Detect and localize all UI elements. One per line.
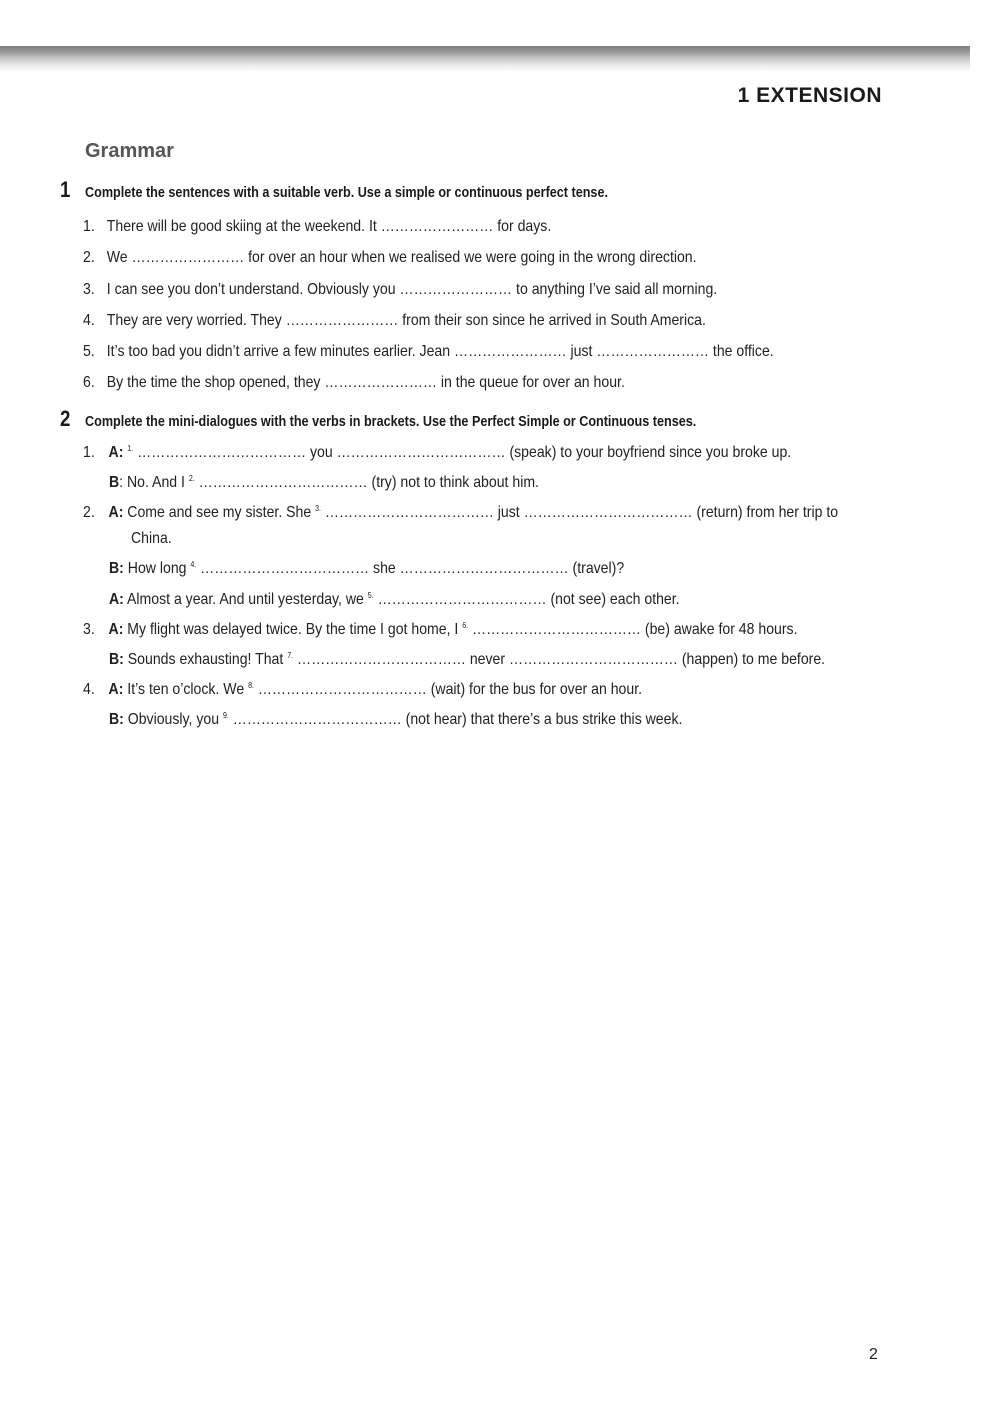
dialogue-text: ……………………………… (wait) for the bus for over an hour.: [253, 681, 643, 698]
item-number: 3.: [83, 281, 95, 298]
item-text: It’s too bad you didn’t arrive a few minutes earlier. Jean …………………… just …………………… the office.: [106, 343, 774, 360]
dialogue-text: My flight was delayed twice. By the time I got home, I: [123, 621, 463, 638]
dialogue-text: ……………………………… never ……………………………… (happen) to me before.: [293, 651, 826, 668]
dialogue-number: 1.: [83, 444, 95, 461]
dialogue-text: Come and see my sister. She: [123, 504, 316, 521]
item-number: 5.: [83, 343, 95, 360]
page-number: 2: [869, 1346, 878, 1363]
speaker-label: B:: [109, 560, 124, 577]
exercise-1-item-2: [83, 249, 697, 267]
gap-number: 5.: [367, 591, 374, 600]
dialogue-text: ……………………………… you ……………………………… (speak) to your boyfriend since you broke up.: [133, 444, 792, 461]
speaker-label: A:: [108, 444, 124, 461]
exercise-1-instruction: Complete the sentences with a suitable verb. Use a simple or continuous perfect tense.: [85, 185, 608, 201]
speaker-label: A:: [108, 621, 124, 638]
dialogue-1-line-b: [109, 474, 539, 492]
speaker-label: B:: [109, 711, 124, 728]
dialogue-3-line-a: [83, 621, 798, 639]
gap-number: 7.: [287, 651, 294, 660]
item-number: 1.: [83, 218, 95, 235]
dialogue-2-line-a: [83, 504, 838, 522]
item-number: 4.: [83, 312, 95, 329]
dialogue-4-line-b: [109, 711, 682, 729]
dialogue-text: China.: [131, 530, 172, 547]
dialogue-number: 2.: [83, 504, 95, 521]
dialogue-2-line-b: [109, 560, 624, 578]
item-text: I can see you don’t understand. Obviously you …………………… to anything I’ve said all morning.: [106, 281, 718, 298]
unit-title: 1 EXTENSION: [737, 84, 882, 107]
dialogue-text: ……………………………… just ……………………………… (return) from her trip to: [320, 504, 839, 521]
dialogue-text: ……………………………… (be) awake for 48 hours.: [468, 621, 798, 638]
exercise-2-instruction: Complete the mini-dialogues with the verbs in brackets. Use the Perfect Simple or Continuous tenses.: [85, 414, 697, 430]
gap-number: 3.: [315, 504, 321, 513]
dialogue-text: ……………………………… (try) not to think about him.: [194, 474, 539, 491]
dialogue-text: ……………………………… she ……………………………… (travel)?: [196, 560, 625, 577]
item-text: There will be good skiing at the weekend. It …………………… for days.: [106, 218, 552, 235]
dialogue-1-line-a: [83, 444, 791, 462]
item-number: 2.: [83, 249, 95, 266]
dialogue-2-line-a2: [109, 591, 680, 609]
dialogue-text: ……………………………… (not hear) that there’s a bus strike this week.: [228, 711, 683, 728]
exercise-1-item-5: [83, 343, 774, 361]
dialogue-text: ……………………………… (not see) each other.: [373, 591, 680, 608]
exercise-1-item-3: [83, 281, 717, 299]
exercise-1-item-6: [83, 374, 625, 392]
gap-number: 9.: [222, 711, 229, 720]
item-text: By the time the shop opened, they …………………… in the queue for over an hour.: [106, 374, 625, 391]
speaker-colon: :: [119, 474, 124, 491]
gap-number: 4.: [190, 560, 197, 569]
header-bar: [0, 46, 970, 72]
dialogue-number: 4.: [83, 681, 95, 698]
dialogue-2-line-a-continued: [131, 530, 172, 548]
dialogue-number: 3.: [83, 621, 95, 638]
dialogue-4-line-a: [83, 681, 642, 699]
item-text: They are very worried. They …………………… from their son since he arrived in South America.: [106, 312, 706, 329]
exercise-1-item-4: [83, 312, 706, 330]
section-title: Grammar: [85, 140, 174, 162]
dialogue-text: Sounds exhausting! That: [123, 651, 288, 668]
item-text: We …………………… for over an hour when we realised we were going in the wrong direction.: [106, 249, 697, 266]
exercise-1-item-1: [83, 218, 551, 236]
exercise-1-number: 1: [60, 177, 71, 202]
speaker-label: A:: [108, 681, 124, 698]
dialogue-text: No. And I: [123, 474, 189, 491]
dialogue-text: Obviously, you: [123, 711, 223, 728]
speaker-label: A:: [108, 504, 124, 521]
exercise-2-number: 2: [60, 406, 71, 431]
gap-number: 6.: [462, 621, 469, 630]
dialogue-text: It’s ten o’clock. We: [123, 681, 249, 698]
gap-number: 8.: [248, 681, 254, 690]
item-number: 6.: [83, 374, 95, 391]
gap-number: 1.: [127, 444, 134, 453]
speaker-label: B: [109, 474, 120, 491]
dialogue-3-line-b: [109, 651, 825, 669]
speaker-label: B:: [109, 651, 124, 668]
dialogue-text: Almost a year. And until yesterday, we: [123, 591, 368, 608]
gap-number: 2.: [188, 474, 195, 483]
dialogue-text: How long: [123, 560, 191, 577]
speaker-label: A:: [109, 591, 124, 608]
